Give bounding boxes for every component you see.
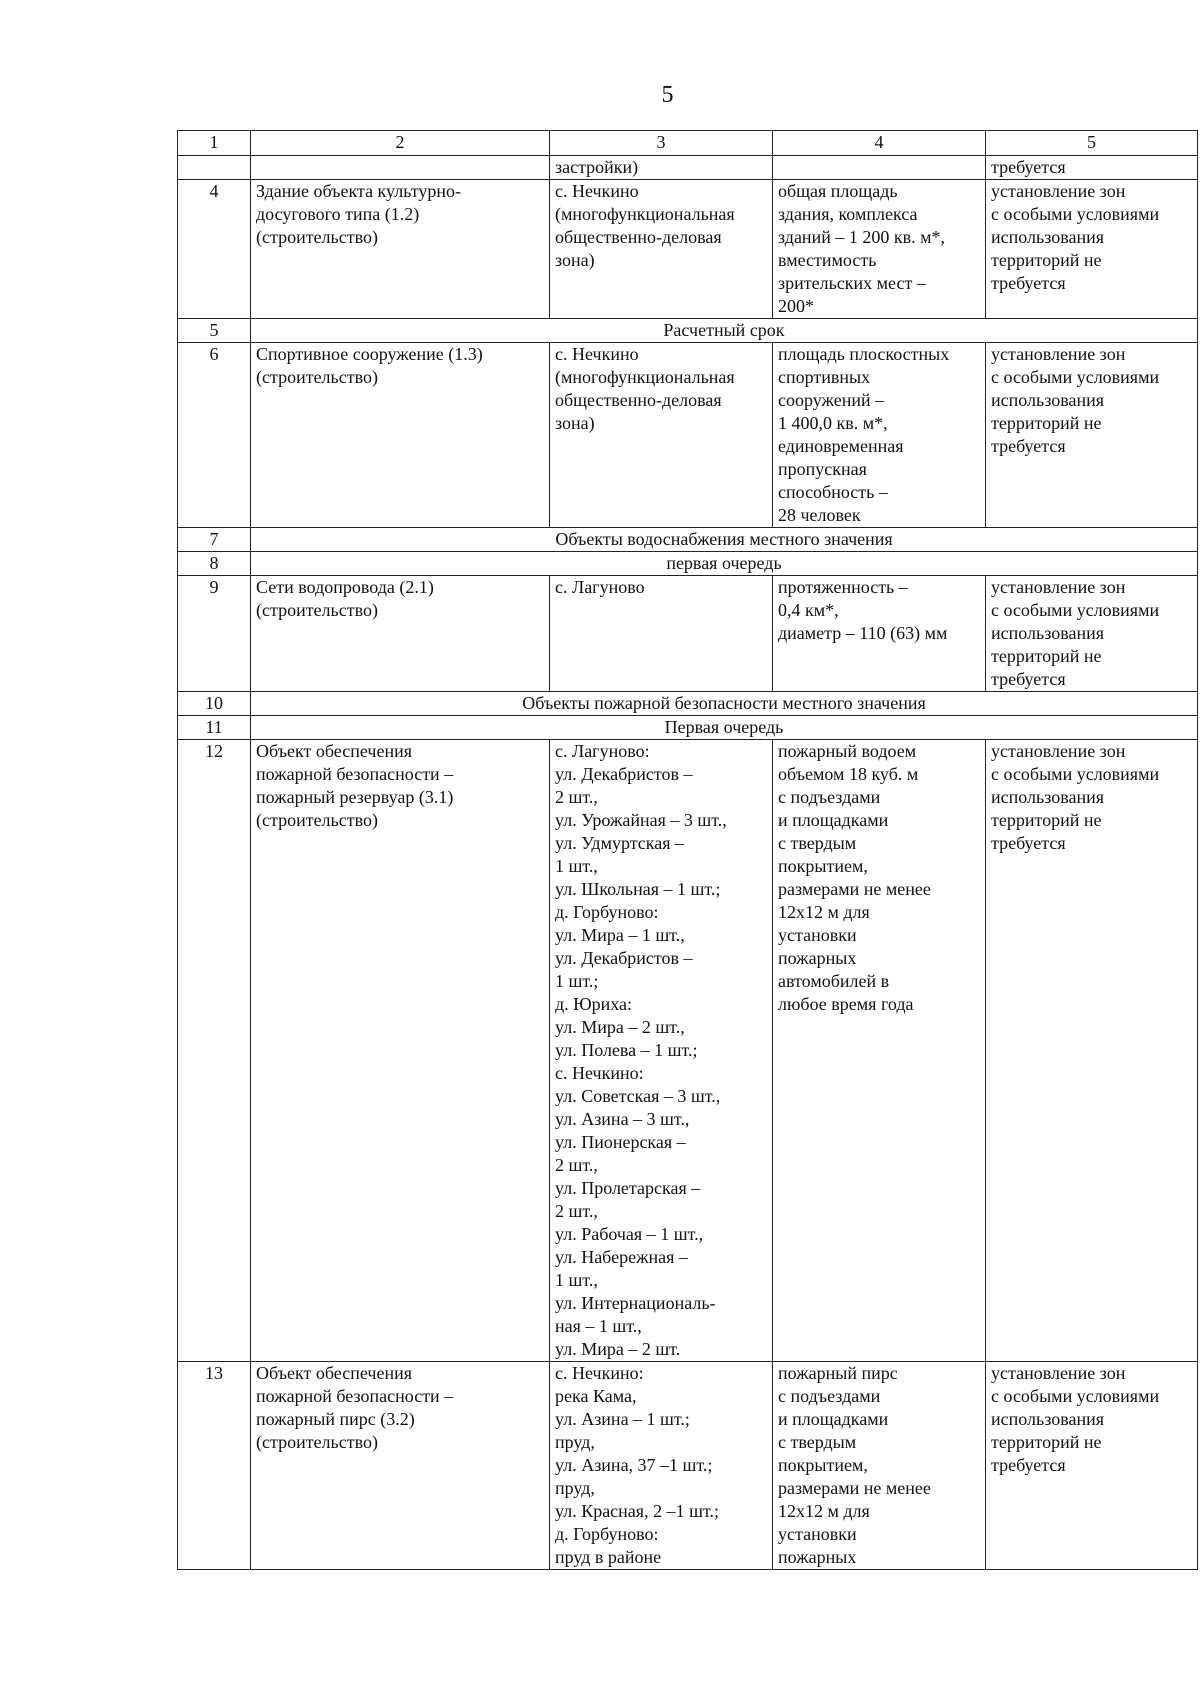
section-heading: первая очередь [251, 552, 1198, 576]
zones-cell: установление зон с особыми условиями использования территорий не требуется [986, 576, 1198, 692]
section-heading: Первая очередь [251, 716, 1198, 740]
row-number-cell [178, 156, 251, 180]
zones-cell: установление зон с особыми условиями использования территорий не требуется [986, 1362, 1198, 1570]
object-name-cell: Объект обеспечения пожарной безопасности – пожарный резервуар (3.1) (строительство) [251, 740, 550, 1362]
page-number: 5 [661, 82, 674, 108]
section-heading: Объекты пожарной безопасности местного значения [251, 692, 1198, 716]
table-row [178, 1362, 1198, 1570]
object-name-cell: Объект обеспечения пожарной безопасности – пожарный пирс (3.2) (строительство) [251, 1362, 550, 1570]
zones-cell: установление зон с особыми условиями использования территорий не требуется [986, 740, 1198, 1362]
planning-table [177, 130, 1198, 1570]
characteristics-cell: пожарный пирс с подъездами и площадками с твердым покрытием, размерами не менее 12х12 м для установки пожарных [773, 1362, 986, 1570]
location-cell: с. Лагуново [550, 576, 773, 692]
row-number-cell: 10 [178, 692, 251, 716]
characteristics-cell: общая площадь здания, комплекса зданий – 1 200 кв. м*, вместимость зрительских мест – 200* [773, 180, 986, 319]
location-cell: застройки) [550, 156, 773, 180]
section-heading: Расчетный срок [251, 319, 1198, 343]
location-cell: с. Нечкино: река Кама, ул. Азина – 1 шт.; пруд, ул. Азина, 37 –1 шт.; пруд, ул. Красная, 2 –1 шт.; д. Горбуново: пруд в районе [550, 1362, 773, 1570]
table-row [178, 740, 1198, 1362]
zones-cell: установление зон с особыми условиями использования территорий не требуется [986, 180, 1198, 319]
row-number-cell: 12 [178, 740, 251, 1362]
row-number-cell: 6 [178, 343, 251, 528]
row-number-cell: 9 [178, 576, 251, 692]
header-cell: 3 [550, 131, 773, 156]
characteristics-cell [773, 156, 986, 180]
section-row [178, 319, 1198, 343]
row-number-cell: 11 [178, 716, 251, 740]
section-row [178, 716, 1198, 740]
row-number-cell: 13 [178, 1362, 251, 1570]
section-row [178, 528, 1198, 552]
object-name-cell: Спортивное сооружение (1.3) (строительство) [251, 343, 550, 528]
table-header-row [178, 131, 1198, 156]
zones-cell: установление зон с особыми условиями использования территорий не требуется [986, 343, 1198, 528]
header-cell: 4 [773, 131, 986, 156]
location-cell: с. Лагуново: ул. Декабристов – 2 шт., ул. Урожайная – 3 шт., ул. Удмуртская – 1 шт., ул. Школьная – 1 шт.; д. Горбуново: ул. Мира – 1 шт., ул. Декабристов – 1 шт.; д. Юриха: ул. Мира – 2 шт., ул. Полева – 1 шт.; с. Нечкино: ул. Советская – 3 шт., ул. Азина – 3 шт., ул. Пионерская – 2 шт., ул. Пролетарская – 2 шт., ул. Рабочая – 1 шт., ул. Набережная – 1 шт., ул. Интернациональ- ная – 1 шт., ул. Мира – 2 шт. [550, 740, 773, 1362]
location-cell: с. Нечкино (многофункциональная общественно-деловая зона) [550, 343, 773, 528]
header-cell: 5 [986, 131, 1198, 156]
object-name-cell [251, 156, 550, 180]
table-row [178, 180, 1198, 319]
object-name-cell: Сети водопровода (2.1) (строительство) [251, 576, 550, 692]
location-cell: с. Нечкино (многофункциональная общественно-деловая зона) [550, 180, 773, 319]
section-row [178, 552, 1198, 576]
row-number-cell: 8 [178, 552, 251, 576]
header-cell: 1 [178, 131, 251, 156]
row-number-cell: 4 [178, 180, 251, 319]
table-row [178, 156, 1198, 180]
characteristics-cell: протяженность – 0,4 км*, диаметр – 110 (63) мм [773, 576, 986, 692]
characteristics-cell: пожарный водоем объемом 18 куб. м с подъездами и площадками с твердым покрытием, размерами не менее 12х12 м для установки пожарных автомобилей в любое время года [773, 740, 986, 1362]
object-name-cell: Здание объекта культурно- досугового типа (1.2) (строительство) [251, 180, 550, 319]
row-number-cell: 5 [178, 319, 251, 343]
characteristics-cell: площадь плоскостных спортивных сооружений – 1 400,0 кв. м*, единовременная пропускная способность – 28 человек [773, 343, 986, 528]
row-number-cell: 7 [178, 528, 251, 552]
zones-cell: требуется [986, 156, 1198, 180]
table-row [178, 576, 1198, 692]
header-cell: 2 [251, 131, 550, 156]
section-row [178, 692, 1198, 716]
section-heading: Объекты водоснабжения местного значения [251, 528, 1198, 552]
table-row [178, 343, 1198, 528]
